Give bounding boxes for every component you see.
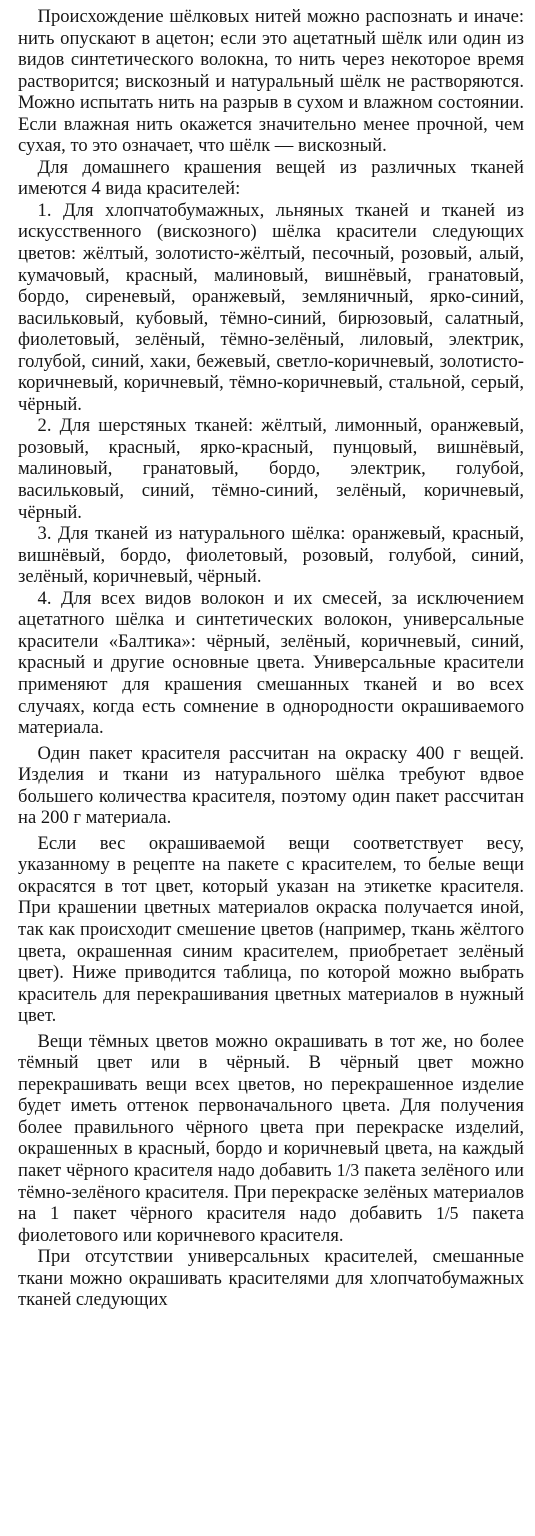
paragraph-dye-wool: 2. Для шерстяных тканей: жёлтый, лимонный, оранжевый, розовый, красный, ярко-красный, пунцовый, вишнёвый, малиновый, гранатовый, бордо, электрик, голубой, васильковый, синий, тёмно-синий, зелёный, коричневый, чёрный. [18,415,524,523]
dark-colors-text-part-3: пакета фиолетового или коричневого красителя. [18,1203,524,1246]
dark-colors-text-part-1: Вещи тёмных цветов можно окрашивать в тот же, но более тёмный цвет или в чёрный. В чёрный цвет можно перекрашивать вещи всех цветов, но перекрашенное изделие будет иметь оттенок первоначального цвета. Для получения более правильного чёрного цвета при перекраске изделий, окрашенных в красный, бордо и коричневый цвета, на каждый пакет чёрного красителя надо добавить [18,1030,524,1181]
dark-colors-text-part-2: пакета зелёного или тёмно-зелёного красителя. При перекраске зелёных материалов на 1 пакет чёрного красителя надо добавить [18,1159,524,1225]
document-page [18,6,524,1311]
paragraph-recoloring: Если вес окрашиваемой вещи соответствует весу, указанному в рецепте на пакете с красителем, то белые вещи окрасятся в тот цвет, который указан на этикетке красителя. При крашении цветных материалов окраска получается иной, так как происходит смешение цветов (например, ткань жёлтого цвета, окрашенная синим красителем, приобретает зелёный цвет). Ниже приводится таблица, по которой можно выбрать краситель для перекрашивания цветных материалов в нужный цвет. [18,832,524,1027]
fraction-one-third: 1/3 [336,1159,360,1180]
paragraph-dye-types-intro: Для домашнего крашения вещей из различных тканей имеются 4 вида красителей: [18,156,524,200]
paragraph-no-universal-dyes: При отсутствии универсальных красителей, смешанные ткани можно окрашивать красителями для хлопчатобумажных тканей следующих [18,1246,524,1311]
fraction-one-fifth: 1/5 [435,1203,459,1224]
paragraph-dye-universal: 4. Для всех видов волокон и их смесей, за исключением ацетатного шёлка и синтетических волокон, универсальные красители «Балтика»: чёрный, зелёный, коричневый, синий, красный и другие основные цвета. Универсальные красители применяют для крашения смешанных тканей и во всех случаях, когда есть сомнение в однородности окрашиваемого материала. [18,587,524,739]
paragraph-dark-colors [18,1031,524,1246]
paragraph-dye-cotton: 1. Для хлопчатобумажных, льняных тканей и тканей из искусственного (вискозного) шёлка красители следующих цветов: жёлтый, золотисто-жёлтый, песочный, розовый, алый, кумачовый, красный, малиновый, вишнёвый, гранатовый, бордо, сиреневый, оранжевый, земляничный, ярко-синий, васильковый, кубовый, тёмно-синий, бирюзовый, салатный, фиолетовый, зелёный, тёмно-зелёный, лиловый, электрик, голубой, синий, хаки, бежевый, светло-коричневый, золотисто-коричневый, коричневый, тёмно-коричневый, стальной, серый, чёрный. [18,199,524,415]
paragraph-packet-weight: Один пакет красителя рассчитан на окраску 400 г вещей. Изделия и ткани из натурального шёлка требуют вдвое большего количества красителя, поэтому один пакет рассчитан на 200 г материала. [18,742,524,829]
paragraph-dye-natural-silk: 3. Для тканей из натурального шёлка: оранжевый, красный, вишнёвый, бордо, фиолетовый, розовый, голубой, синий, зелёный, коричневый, чёрный. [18,523,524,588]
paragraph-silk-origin: Происхождение шёлковых нитей можно распознать и иначе: нить опускают в ацетон; если это ацетатный шёлк или один из видов синтетического волокна, то нить через некоторое время растворится; вискозный и натуральный шёлк не растворяются. Можно испытать нить на разрыв в сухом и влажном состоянии. Если влажная нить окажется значительно менее прочной, чем сухая, то это означает, что шёлк — вискозный. [18,6,524,157]
